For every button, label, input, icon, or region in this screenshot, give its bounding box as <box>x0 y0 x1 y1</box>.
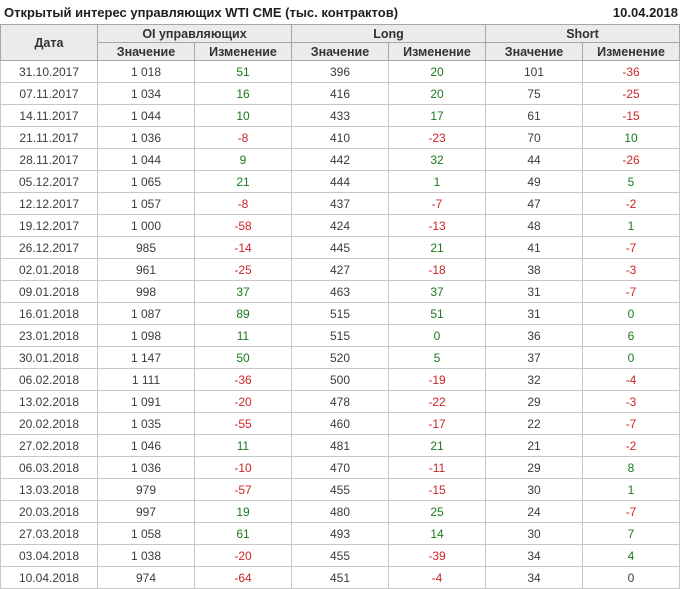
short-change-cell: -7 <box>583 237 680 259</box>
oi-value-cell: 985 <box>98 237 195 259</box>
long-change-cell: -18 <box>389 259 486 281</box>
oi-change-cell: -64 <box>195 567 292 589</box>
column-header-oi-change: Изменение <box>195 43 292 61</box>
short-value-cell: 61 <box>486 105 583 127</box>
long-value-cell: 442 <box>292 149 389 171</box>
table-row <box>1 61 680 83</box>
date-cell: 26.12.2017 <box>1 237 98 259</box>
table-row <box>1 215 680 237</box>
oi-change-cell: -20 <box>195 545 292 567</box>
long-value-cell: 520 <box>292 347 389 369</box>
long-change-cell: 20 <box>389 83 486 105</box>
oi-change-cell: 11 <box>195 325 292 347</box>
oi-change-cell: -58 <box>195 215 292 237</box>
short-value-cell: 31 <box>486 281 583 303</box>
long-change-cell: 37 <box>389 281 486 303</box>
oi-change-cell: 11 <box>195 435 292 457</box>
long-value-cell: 427 <box>292 259 389 281</box>
oi-value-cell: 1 091 <box>98 391 195 413</box>
short-change-cell: -3 <box>583 391 680 413</box>
date-cell: 19.12.2017 <box>1 215 98 237</box>
table-row <box>1 149 680 171</box>
oi-value-cell: 1 087 <box>98 303 195 325</box>
table-row <box>1 435 680 457</box>
long-change-cell: 32 <box>389 149 486 171</box>
date-cell: 16.01.2018 <box>1 303 98 325</box>
long-change-cell: 17 <box>389 105 486 127</box>
oi-value-cell: 1 034 <box>98 83 195 105</box>
column-header-short-value: Значение <box>486 43 583 61</box>
short-value-cell: 31 <box>486 303 583 325</box>
long-change-cell: -39 <box>389 545 486 567</box>
table-row <box>1 171 680 193</box>
date-cell: 09.01.2018 <box>1 281 98 303</box>
oi-value-cell: 1 046 <box>98 435 195 457</box>
open-interest-table <box>0 24 680 589</box>
short-change-cell: 1 <box>583 215 680 237</box>
table-row <box>1 369 680 391</box>
long-change-cell: -7 <box>389 193 486 215</box>
short-value-cell: 70 <box>486 127 583 149</box>
oi-value-cell: 1 018 <box>98 61 195 83</box>
column-group-oi: OI управляющих <box>98 25 292 43</box>
long-value-cell: 455 <box>292 545 389 567</box>
short-change-cell: 4 <box>583 545 680 567</box>
oi-change-cell: -57 <box>195 479 292 501</box>
date-cell: 27.02.2018 <box>1 435 98 457</box>
long-value-cell: 396 <box>292 61 389 83</box>
long-change-cell: 21 <box>389 435 486 457</box>
long-change-cell: 14 <box>389 523 486 545</box>
table-header <box>1 25 680 61</box>
oi-change-cell: -8 <box>195 127 292 149</box>
oi-change-cell: 21 <box>195 171 292 193</box>
oi-change-cell: 51 <box>195 61 292 83</box>
date-cell: 05.12.2017 <box>1 171 98 193</box>
short-value-cell: 29 <box>486 391 583 413</box>
table-row <box>1 347 680 369</box>
column-header-date: Дата <box>1 25 98 61</box>
date-cell: 06.02.2018 <box>1 369 98 391</box>
table-row <box>1 281 680 303</box>
short-change-cell: 8 <box>583 457 680 479</box>
oi-value-cell: 1 044 <box>98 105 195 127</box>
date-cell: 30.01.2018 <box>1 347 98 369</box>
long-value-cell: 480 <box>292 501 389 523</box>
oi-value-cell: 961 <box>98 259 195 281</box>
oi-value-cell: 998 <box>98 281 195 303</box>
long-value-cell: 416 <box>292 83 389 105</box>
long-value-cell: 493 <box>292 523 389 545</box>
short-change-cell: -36 <box>583 61 680 83</box>
table-row <box>1 193 680 215</box>
date-cell: 20.03.2018 <box>1 501 98 523</box>
short-value-cell: 34 <box>486 545 583 567</box>
oi-value-cell: 1 035 <box>98 413 195 435</box>
short-value-cell: 30 <box>486 523 583 545</box>
short-change-cell: 0 <box>583 347 680 369</box>
table-row <box>1 105 680 127</box>
header-group-row <box>1 25 680 43</box>
short-change-cell: -7 <box>583 413 680 435</box>
oi-change-cell: 16 <box>195 83 292 105</box>
long-value-cell: 445 <box>292 237 389 259</box>
oi-change-cell: 9 <box>195 149 292 171</box>
date-cell: 02.01.2018 <box>1 259 98 281</box>
date-cell: 27.03.2018 <box>1 523 98 545</box>
long-value-cell: 424 <box>292 215 389 237</box>
report-date: 10.04.2018 <box>612 4 678 20</box>
long-value-cell: 460 <box>292 413 389 435</box>
oi-value-cell: 997 <box>98 501 195 523</box>
date-cell: 10.04.2018 <box>1 567 98 589</box>
long-change-cell: -17 <box>389 413 486 435</box>
long-value-cell: 444 <box>292 171 389 193</box>
long-change-cell: 21 <box>389 237 486 259</box>
long-change-cell: -23 <box>389 127 486 149</box>
oi-value-cell: 1 036 <box>98 457 195 479</box>
short-value-cell: 22 <box>486 413 583 435</box>
short-change-cell: 0 <box>583 567 680 589</box>
short-change-cell: -7 <box>583 501 680 523</box>
header-sub-row <box>1 43 680 61</box>
short-value-cell: 34 <box>486 567 583 589</box>
table-row <box>1 83 680 105</box>
date-cell: 13.02.2018 <box>1 391 98 413</box>
date-cell: 31.10.2017 <box>1 61 98 83</box>
short-value-cell: 24 <box>486 501 583 523</box>
short-value-cell: 44 <box>486 149 583 171</box>
oi-change-cell: -20 <box>195 391 292 413</box>
date-cell: 13.03.2018 <box>1 479 98 501</box>
oi-change-cell: 61 <box>195 523 292 545</box>
table-row <box>1 523 680 545</box>
short-change-cell: 6 <box>583 325 680 347</box>
short-value-cell: 36 <box>486 325 583 347</box>
date-cell: 07.11.2017 <box>1 83 98 105</box>
long-value-cell: 515 <box>292 325 389 347</box>
table-body <box>1 61 680 589</box>
oi-value-cell: 1 057 <box>98 193 195 215</box>
short-value-cell: 48 <box>486 215 583 237</box>
table-row <box>1 303 680 325</box>
date-cell: 06.03.2018 <box>1 457 98 479</box>
long-value-cell: 500 <box>292 369 389 391</box>
long-change-cell: -13 <box>389 215 486 237</box>
table-row <box>1 127 680 149</box>
long-change-cell: -15 <box>389 479 486 501</box>
table-row <box>1 259 680 281</box>
table-row <box>1 413 680 435</box>
oi-change-cell: 37 <box>195 281 292 303</box>
date-cell: 20.02.2018 <box>1 413 98 435</box>
column-header-short-change: Изменение <box>583 43 680 61</box>
table-row <box>1 237 680 259</box>
short-change-cell: 0 <box>583 303 680 325</box>
oi-value-cell: 1 036 <box>98 127 195 149</box>
short-change-cell: 10 <box>583 127 680 149</box>
oi-value-cell: 1 098 <box>98 325 195 347</box>
column-header-long-value: Значение <box>292 43 389 61</box>
page-title: Открытый интерес управляющих WTI CME (тыс. контрактов) <box>4 4 399 20</box>
long-value-cell: 470 <box>292 457 389 479</box>
short-change-cell: -2 <box>583 435 680 457</box>
short-change-cell: -7 <box>583 281 680 303</box>
short-value-cell: 101 <box>486 61 583 83</box>
long-change-cell: -19 <box>389 369 486 391</box>
short-value-cell: 38 <box>486 259 583 281</box>
date-cell: 03.04.2018 <box>1 545 98 567</box>
short-value-cell: 30 <box>486 479 583 501</box>
oi-change-cell: 10 <box>195 105 292 127</box>
long-change-cell: 0 <box>389 325 486 347</box>
long-value-cell: 515 <box>292 303 389 325</box>
long-change-cell: -22 <box>389 391 486 413</box>
table-row <box>1 479 680 501</box>
oi-change-cell: -55 <box>195 413 292 435</box>
date-cell: 12.12.2017 <box>1 193 98 215</box>
date-cell: 28.11.2017 <box>1 149 98 171</box>
oi-change-cell: 89 <box>195 303 292 325</box>
oi-change-cell: -36 <box>195 369 292 391</box>
oi-value-cell: 1 111 <box>98 369 195 391</box>
column-header-long-change: Изменение <box>389 43 486 61</box>
long-value-cell: 455 <box>292 479 389 501</box>
short-change-cell: 5 <box>583 171 680 193</box>
short-value-cell: 37 <box>486 347 583 369</box>
column-group-short: Short <box>486 25 680 43</box>
table-row <box>1 567 680 589</box>
table-row <box>1 391 680 413</box>
oi-change-cell: -10 <box>195 457 292 479</box>
table-row <box>1 325 680 347</box>
oi-value-cell: 1 038 <box>98 545 195 567</box>
oi-value-cell: 1 147 <box>98 347 195 369</box>
long-value-cell: 437 <box>292 193 389 215</box>
short-change-cell: -26 <box>583 149 680 171</box>
long-value-cell: 410 <box>292 127 389 149</box>
oi-change-cell: 19 <box>195 501 292 523</box>
long-value-cell: 433 <box>292 105 389 127</box>
oi-value-cell: 1 065 <box>98 171 195 193</box>
long-change-cell: -4 <box>389 567 486 589</box>
table-row <box>1 501 680 523</box>
short-value-cell: 49 <box>486 171 583 193</box>
oi-change-cell: 50 <box>195 347 292 369</box>
date-cell: 23.01.2018 <box>1 325 98 347</box>
short-value-cell: 21 <box>486 435 583 457</box>
oi-value-cell: 1 044 <box>98 149 195 171</box>
short-change-cell: -15 <box>583 105 680 127</box>
short-value-cell: 32 <box>486 369 583 391</box>
short-change-cell: -4 <box>583 369 680 391</box>
short-change-cell: 7 <box>583 523 680 545</box>
table-row <box>1 545 680 567</box>
oi-value-cell: 1 058 <box>98 523 195 545</box>
long-value-cell: 463 <box>292 281 389 303</box>
date-cell: 21.11.2017 <box>1 127 98 149</box>
short-value-cell: 41 <box>486 237 583 259</box>
long-change-cell: 25 <box>389 501 486 523</box>
oi-change-cell: -25 <box>195 259 292 281</box>
long-change-cell: 20 <box>389 61 486 83</box>
short-change-cell: -3 <box>583 259 680 281</box>
short-change-cell: 1 <box>583 479 680 501</box>
short-value-cell: 47 <box>486 193 583 215</box>
long-change-cell: 1 <box>389 171 486 193</box>
oi-value-cell: 979 <box>98 479 195 501</box>
date-cell: 14.11.2017 <box>1 105 98 127</box>
long-value-cell: 478 <box>292 391 389 413</box>
oi-change-cell: -14 <box>195 237 292 259</box>
oi-value-cell: 1 000 <box>98 215 195 237</box>
short-change-cell: -25 <box>583 83 680 105</box>
short-value-cell: 29 <box>486 457 583 479</box>
table-row <box>1 457 680 479</box>
long-value-cell: 451 <box>292 567 389 589</box>
long-change-cell: 5 <box>389 347 486 369</box>
column-header-oi-value: Значение <box>98 43 195 61</box>
long-change-cell: -11 <box>389 457 486 479</box>
short-change-cell: -2 <box>583 193 680 215</box>
long-value-cell: 481 <box>292 435 389 457</box>
long-change-cell: 51 <box>389 303 486 325</box>
short-value-cell: 75 <box>486 83 583 105</box>
oi-value-cell: 974 <box>98 567 195 589</box>
report-header <box>0 0 680 24</box>
column-group-long: Long <box>292 25 486 43</box>
oi-change-cell: -8 <box>195 193 292 215</box>
